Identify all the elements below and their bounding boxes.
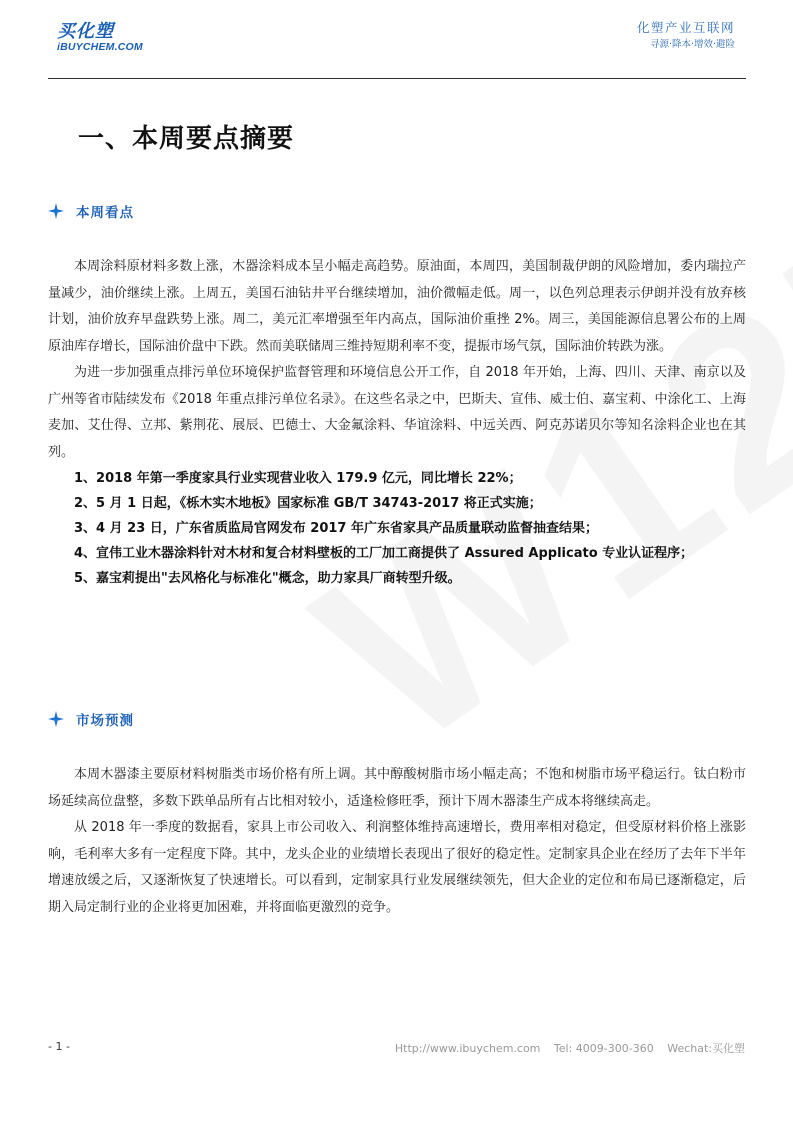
four-point-star-icon <box>48 711 64 727</box>
list-item: 2、5 月 1 日起，《栎木实木地板》国家标准 GB/T 34743-2017 将正式实施； <box>74 496 542 511</box>
highlights-body <box>48 254 746 591</box>
highlights-list <box>48 466 746 591</box>
tagline-sub: 寻源·降本·增效·避险 <box>649 39 735 50</box>
footer-url[interactable]: Http://www.ibuychem.com <box>394 1042 541 1055</box>
section-label: 市场预测 <box>76 713 134 729</box>
page-title: 一、本周要点摘要 <box>78 124 295 154</box>
four-point-star-icon <box>48 203 64 219</box>
list-item: 3、4 月 23 日，广东省质监局官网发布 2017 年广东省家具产品质量联动监督抽查结果； <box>74 521 598 536</box>
paragraph: 本周木器漆主要原材料树脂类市场价格有所上调。其中醇酸树脂市场小幅走高；不饱和树脂市场平稳运行。钛白粉市场延续高位盘整，多数下跌单品所有占比相对较小，适逢检修旺季，预计下周木器漆生产成本将继续高走。 <box>48 767 746 809</box>
paragraph: 为进一步加强重点排污单位环境保护监督管理和环境信息公开工作，自 2018 年开始，上海、四川、天津、南京以及广州等省市陆续发布《2018 年重点排污单位名录》。在这些名录之中，巴斯夫、宣伟、威士伯、嘉宝莉、中涂化工、上海麦加、艾仕得、立邦、紫荆花、展辰、巴德士、大金氟涂料、华谊涂料、中远关西、阿克苏诺贝尔等知名涂料企业也在其列。 <box>48 365 746 460</box>
list-item: 4、宣伟工业木器涂料针对木材和复合材料壁板的工厂加工商提供了 Assured Applicato 专业认证程序； <box>74 546 694 561</box>
section-heading-forecast <box>48 709 134 729</box>
header-divider <box>48 78 746 79</box>
header-tagline <box>637 20 735 52</box>
paragraph: 本周涂料原材料多数上涨，木器涂料成本呈小幅走高趋势。原油面，本周四，美国制裁伊朗的风险增加，委内瑞拉产量减少，油价继续上涨。上周五，美国石油钻井平台继续增加，油价微幅走低。周一，以色列总理表示伊朗并没有放弃核计划，油价放弃早盘跌势上涨。周二，美元汇率增强至年内高点，国际油价重挫 2%。周三，美国能源信息署公布的上周原油库存增长，国际油价盘中下跌。然而美联储周三维持短期利率不变，提振市场气氛，国际油价转跌为涨。 <box>48 259 746 354</box>
list-item: 1、2018 年第一季度家具行业实现营业收入 179.9 亿元，同比增长 22%； <box>74 471 522 486</box>
paragraph: 从 2018 年一季度的数据看，家具上市公司收入、利润整体维持高速增长，费用率相对稳定，但受原材料价格上涨影响，毛利率大多有一定程度下降。其中，龙头企业的业绩增长表现出了很好的稳定性。定制家具企业在经历了去年下半年增速放缓之后，又逐渐恢复了快速增长。可以看到，定制家具行业发展继续领先，但大企业的定位和布局已逐渐稳定，后期入局定制行业的企业将更加困难，并将面临更激烈的竞争。 <box>48 820 746 915</box>
section-label: 本周看点 <box>76 205 134 221</box>
page-number: - 1 - <box>48 1040 70 1053</box>
ibuychem-logo <box>57 22 157 53</box>
logo-english: iBUYCHEM.COM <box>57 41 143 53</box>
tagline-main: 化塑产业互联网 <box>636 20 735 35</box>
list-item: 5、嘉宝莉提出"去风格化与标准化"概念，助力家具厂商转型升级。 <box>74 571 461 586</box>
footer-wechat: Wechat:买化塑 <box>667 1042 745 1055</box>
footer-tel: Tel: 4009-300-360 <box>553 1042 654 1055</box>
logo-chinese: 买化塑 <box>57 21 114 42</box>
forecast-body <box>48 762 746 921</box>
section-heading-highlights <box>48 201 134 221</box>
page-header <box>0 0 793 80</box>
footer-contact <box>385 1040 745 1056</box>
